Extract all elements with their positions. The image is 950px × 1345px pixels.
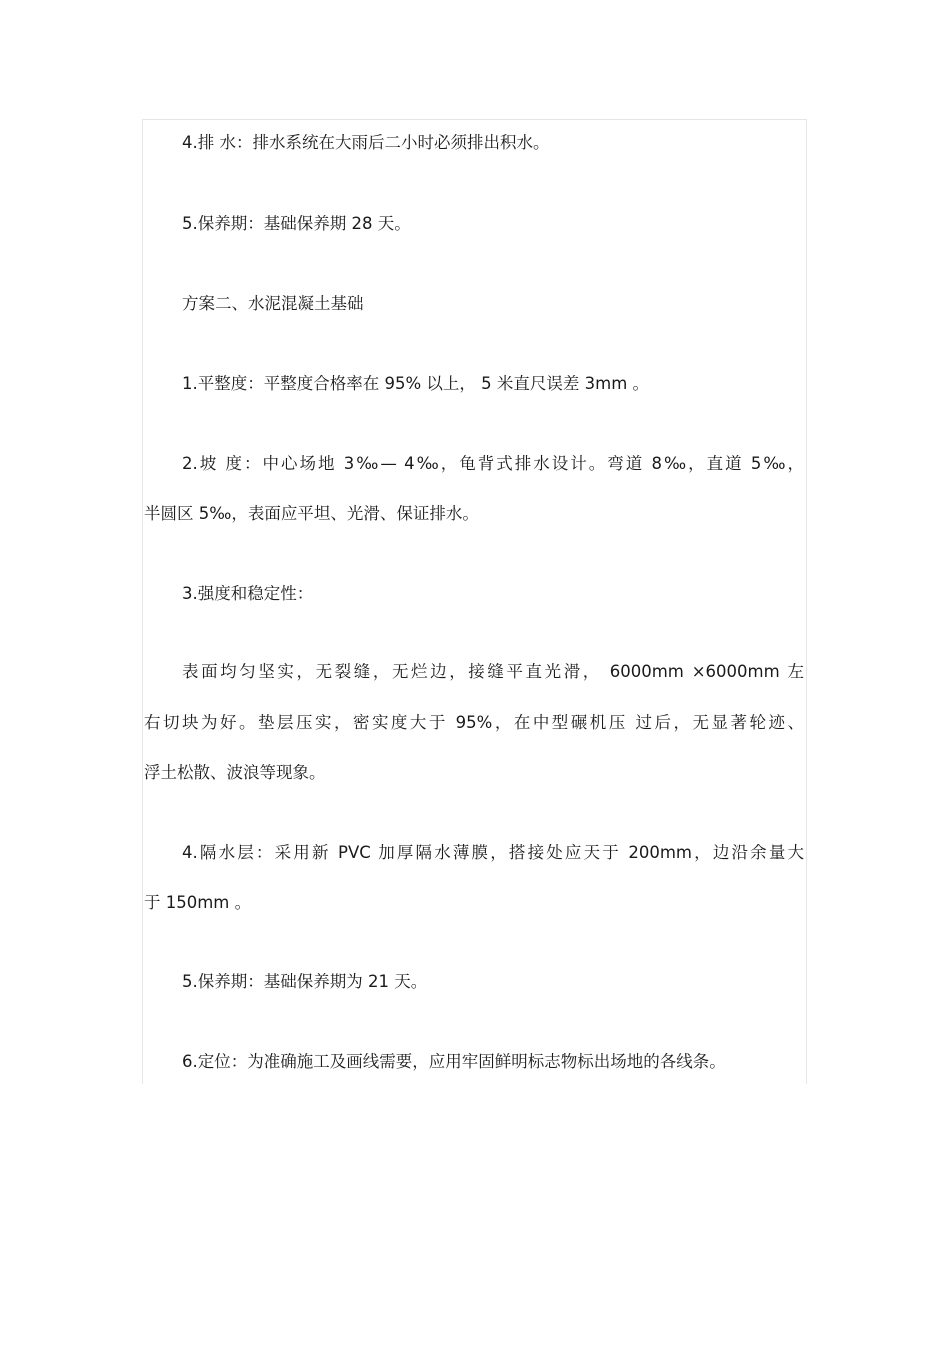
paragraph-flatness: 1.平整度：平整度合格率在 95% 以上， 5 米直尺误差 3mm 。 xyxy=(182,374,650,393)
paragraph-surface-line-2: 右切块为好。垫层压实，密实度大于 95%，在中型碾机压 过后，无显著轮迹、 xyxy=(144,713,804,732)
paragraph-slope-line-1: 2.坡 度：中心场地 3‰— 4‰，龟背式排水设计。弯道 8‰，直道 5‰， xyxy=(182,454,804,473)
paragraph-positioning: 6.定位：为准确施工及画线需要，应用牢固鲜明标志物标出场地的各线条。 xyxy=(182,1052,726,1071)
paragraph-waterproof-line-2: 于 150mm 。 xyxy=(144,893,252,912)
paragraph-curing-period-1: 5.保养期：基础保养期 28 天。 xyxy=(182,214,411,233)
paragraph-surface-line-3: 浮土松散、波浪等现象。 xyxy=(144,763,326,782)
paragraph-slope-line-2: 半圆区 5‰，表面应平坦、光滑、保证排水。 xyxy=(144,504,479,523)
paragraph-waterproof-line-1: 4.隔水层：采用新 PVC 加厚隔水薄膜，搭接处应天于 200mm，边沿余量大 xyxy=(182,843,804,862)
section-heading-plan-two: 方案二、水泥混凝土基础 xyxy=(182,294,364,313)
paragraph-strength-heading: 3.强度和稳定性： xyxy=(182,584,314,603)
paragraph-drainage: 4.排 水：排水系统在大雨后二小时必须排出积水。 xyxy=(182,133,550,152)
paragraph-surface-line-1: 表面均匀坚实，无裂缝，无烂边，接缝平直光滑， 6000mm ×6000mm 左 xyxy=(182,662,804,681)
paragraph-curing-period-2: 5.保养期：基础保养期为 21 天。 xyxy=(182,972,428,991)
